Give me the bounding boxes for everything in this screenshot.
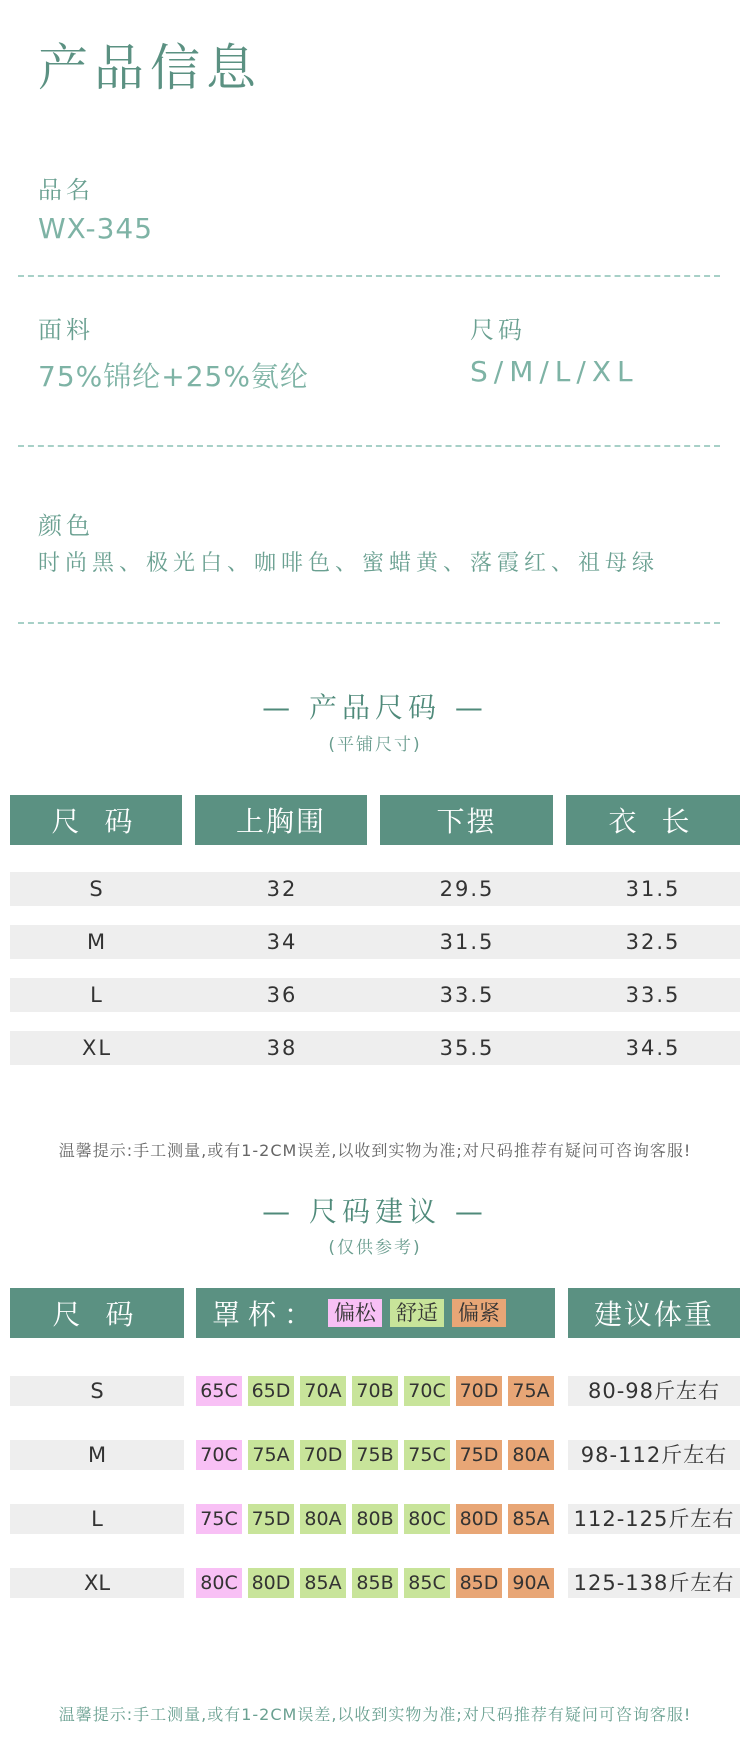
color-label: 颜色 [38,512,94,540]
advice-size: S [90,1379,104,1403]
cup-size-tag: 80C [196,1568,242,1598]
header-length: 衣 长 [566,795,740,845]
size-advice-subtitle: (仅供参考) [328,1238,422,1258]
cell-length: 32.5 [625,930,681,954]
header-size: 尺 码 [10,795,182,845]
fabric-value: 75%锦纶+25%氨纶 [38,360,309,393]
suggested-weight: 98-112斤左右 [580,1443,728,1467]
advice-header-weight: 建议体重 [568,1288,740,1338]
cup-size-tag: 70D [300,1440,346,1470]
cup-size-tag: 85C [404,1568,450,1598]
advice-size: L [91,1507,103,1531]
advice-header-cup [196,1288,555,1338]
legend-fit: 舒适 [390,1299,444,1327]
size-value: S/M/L/XL [470,355,639,388]
cup-size-tag: 80D [456,1504,502,1534]
advice-size: XL [83,1571,111,1595]
cup-size-tag: 80A [508,1440,554,1470]
suggested-weight: 80-98斤左右 [587,1379,721,1403]
cup-size-tag: 75A [508,1376,554,1406]
size-chart-subtitle: (平铺尺寸) [328,735,422,755]
cup-size-tag: 80A [300,1504,346,1534]
cup-size-tag: 65D [248,1376,294,1406]
size-advice-title: — 尺码建议 — [262,1195,488,1228]
cell-length: 31.5 [625,877,681,901]
divider [18,275,720,277]
cup-size-tag: 75D [456,1440,502,1470]
cell-hem: 33.5 [439,983,495,1007]
fabric-label: 面料 [38,316,94,344]
cell-bust: 34 [266,930,298,954]
product-name-value: WX-345 [38,212,154,245]
measurement-note: 温馨提示:手工测量,或有1-2CM误差,以收到实物为准;对尺码推荐有疑问可咨询客服! [58,1141,692,1160]
cup-size-tag: 70C [404,1376,450,1406]
cup-size-tag: 80D [248,1568,294,1598]
cell-hem: 31.5 [439,930,495,954]
cup-size-tag: 70B [352,1376,398,1406]
cup-size-tag: 75B [352,1440,398,1470]
cup-size-tag: 65C [196,1376,242,1406]
cell-length: 33.5 [625,983,681,1007]
cup-size-tag: 85B [352,1568,398,1598]
advice-size: M [87,1443,107,1467]
cell-size: S [89,877,105,901]
product-name-label: 品名 [38,176,94,204]
cup-size-tag: 75A [248,1440,294,1470]
cup-size-tag: 85D [456,1568,502,1598]
legend-tight: 偏紧 [452,1299,506,1327]
cell-hem: 29.5 [439,877,495,901]
cup-size-tag: 70A [300,1376,346,1406]
cell-size: M [86,930,108,954]
cup-size-tag: 85A [508,1504,554,1534]
page-title: 产品信息 [38,39,262,97]
cup-size-tag: 80B [352,1504,398,1534]
cell-bust: 32 [266,877,298,901]
cell-size: XL [81,1036,113,1060]
header-bust: 上胸围 [195,795,367,845]
cell-bust: 36 [266,983,298,1007]
cup-size-tag: 75C [196,1504,242,1534]
header-hem: 下摆 [380,795,553,845]
divider [18,622,720,624]
divider [18,445,720,447]
cup-label: 罩杯： [212,1298,321,1331]
cup-size-tag: 90A [508,1568,554,1598]
suggested-weight: 112-125斤左右 [573,1507,735,1531]
cell-length: 34.5 [625,1036,681,1060]
cell-size: L [90,983,104,1007]
size-chart-title: — 产品尺码 — [262,691,488,724]
advice-header-size: 尺 码 [10,1288,184,1338]
measurement-note-bottom: 温馨提示:手工测量,或有1-2CM误差,以收到实物为准;对尺码推荐有疑问可咨询客服! [58,1705,692,1724]
cell-hem: 35.5 [439,1036,495,1060]
cup-size-tag: 80C [404,1504,450,1534]
cell-bust: 38 [266,1036,298,1060]
legend-loose: 偏松 [328,1299,382,1327]
cup-size-tag: 75C [404,1440,450,1470]
cup-size-tag: 85A [300,1568,346,1598]
suggested-weight: 125-138斤左右 [573,1571,735,1595]
size-label: 尺码 [470,316,526,344]
cup-size-tag: 70C [196,1440,242,1470]
cup-size-tag: 75D [248,1504,294,1534]
cup-size-tag: 70D [456,1376,502,1406]
color-value: 时尚黑、极光白、咖啡色、蜜蜡黄、落霞红、祖母绿 [38,551,660,576]
